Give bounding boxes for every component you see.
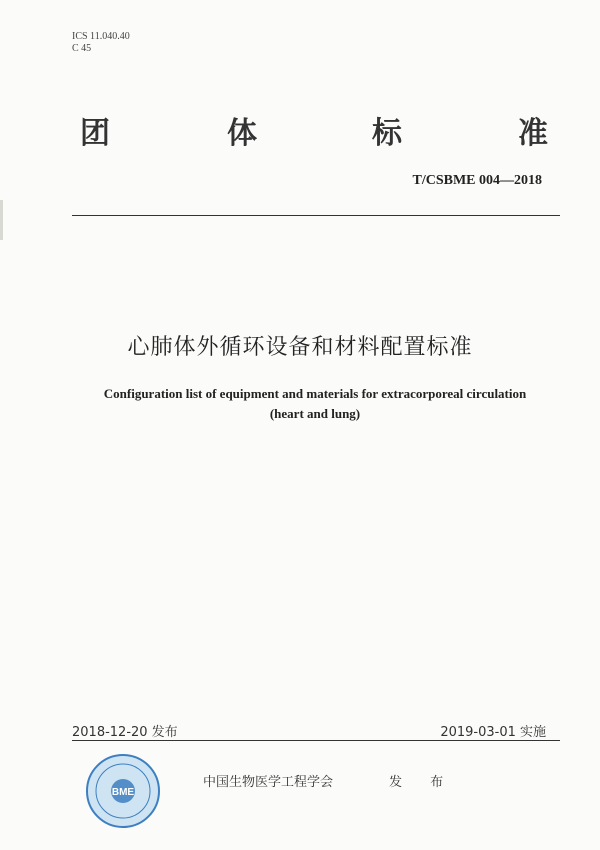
standard-type-char-3: 标 bbox=[372, 116, 402, 151]
title-english-line1: Configuration list of equipment and materials for extracorporeal circulation bbox=[103, 386, 527, 401]
ics-code: ICS 11.040.40 bbox=[72, 31, 130, 42]
publishing-organization: 中国生物医学工程学会 bbox=[203, 775, 334, 790]
issue-date: 2018-12-20 发布 bbox=[72, 725, 178, 740]
publish-label: 发 布 bbox=[389, 775, 456, 790]
bottom-divider bbox=[72, 740, 560, 741]
ccs-code: C 45 bbox=[72, 43, 92, 54]
standard-type-heading bbox=[80, 114, 550, 154]
top-divider bbox=[72, 215, 560, 216]
standard-type-char-2: 体 bbox=[227, 116, 257, 151]
standard-number: T/CSBME 004—2018 bbox=[412, 173, 542, 188]
scan-edge-mark bbox=[0, 200, 3, 240]
standard-type-char-1: 团 bbox=[80, 116, 110, 151]
standard-type-char-4: 准 bbox=[518, 116, 548, 151]
implementation-date: 2019-03-01 实施 bbox=[440, 725, 546, 740]
svg-text:BME: BME bbox=[111, 787, 135, 798]
title-english-line2: (heart and lung) bbox=[269, 406, 361, 421]
organization-seal-icon bbox=[85, 753, 161, 829]
title-chinese: 心肺体外循环设备和材料配置标准 bbox=[127, 335, 473, 360]
